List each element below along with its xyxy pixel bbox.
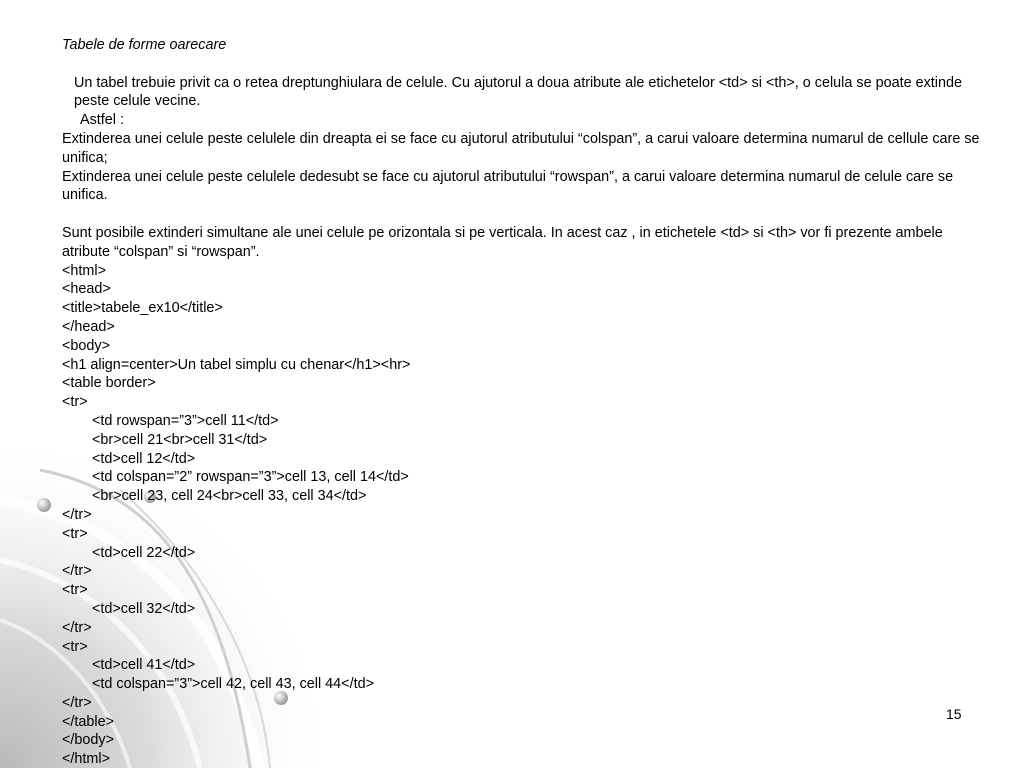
code-line: <td>cell 41</td> — [92, 657, 196, 674]
code-line: </body> — [62, 732, 115, 749]
code-line: </table> — [62, 713, 115, 730]
code-line: <title>tabele_ex10</title> — [62, 300, 223, 317]
code-line: <table border> — [62, 375, 156, 392]
slide-content — [62, 36, 982, 769]
code-line: <tr> — [62, 394, 88, 411]
code-line: <td>cell 32</td> — [92, 600, 196, 617]
code-line: <br>cell 21<br>cell 31</td> — [92, 431, 268, 448]
spacer — [62, 205, 982, 224]
code-line: <html> — [62, 262, 106, 279]
code-listing — [62, 262, 982, 769]
spacer — [62, 55, 982, 74]
code-line: <tr> — [62, 638, 88, 655]
code-line: <td colspan=”3”>cell 42, cell 43, cell 44</td> — [92, 676, 374, 693]
code-line: <tr> — [62, 582, 88, 599]
code-line: <td colspan=”2” rowspan=”3”>cell 13, cell 14</td> — [92, 469, 409, 486]
code-line: </tr> — [62, 506, 92, 523]
code-line: <body> — [62, 337, 111, 354]
astfel-label: Astfel : — [80, 112, 124, 129]
slide-title: Tabele de forme oarecare — [62, 37, 227, 53]
code-line: </tr> — [62, 563, 92, 580]
code-line: <td rowspan=”3”>cell 11</td> — [92, 412, 279, 429]
intro-paragraph: Un tabel trebuie privit ca o retea dreptunghiulara de celule. Cu ajutorul a doua atribute ale etichetelor <td> si <th>, o celula se poate extinde peste celule vecine. — [74, 74, 962, 110]
code-line: <td>cell 22</td> — [92, 544, 196, 561]
code-line: </tr> — [62, 619, 92, 636]
colspan-paragraph: Extinderea unei celule peste celulele din dreapta ei se face cu ajutorul atributului “colspan”, a carui valoare determina numarul de cellule care se unifica; — [62, 130, 980, 166]
code-line: <tr> — [62, 525, 88, 542]
code-line: </tr> — [62, 694, 92, 711]
code-line: <td>cell 12</td> — [92, 450, 196, 467]
code-line: </html> — [62, 751, 110, 768]
simultaneous-paragraph: Sunt posibile extinderi simultane ale unei celule pe orizontala si pe verticala. In acest caz , in etichetele <td> si <th> vor fi prezente ambele atribute “colspan” si “rowspan”. — [62, 224, 943, 260]
code-line: <head> — [62, 281, 111, 298]
code-line: </head> — [62, 318, 115, 335]
page-number: 15 — [946, 706, 962, 722]
rowspan-paragraph: Extinderea unei celule peste celulele dedesubt se face cu ajutorul atributului “rowspan”, a carui valoare determina numarul de celule care se unifica. — [62, 168, 954, 204]
code-line: <h1 align=center>Un tabel simplu cu chenar</h1><hr> — [62, 356, 411, 373]
code-line: <br>cell 23, cell 24<br>cell 33, cell 34</td> — [92, 488, 367, 505]
